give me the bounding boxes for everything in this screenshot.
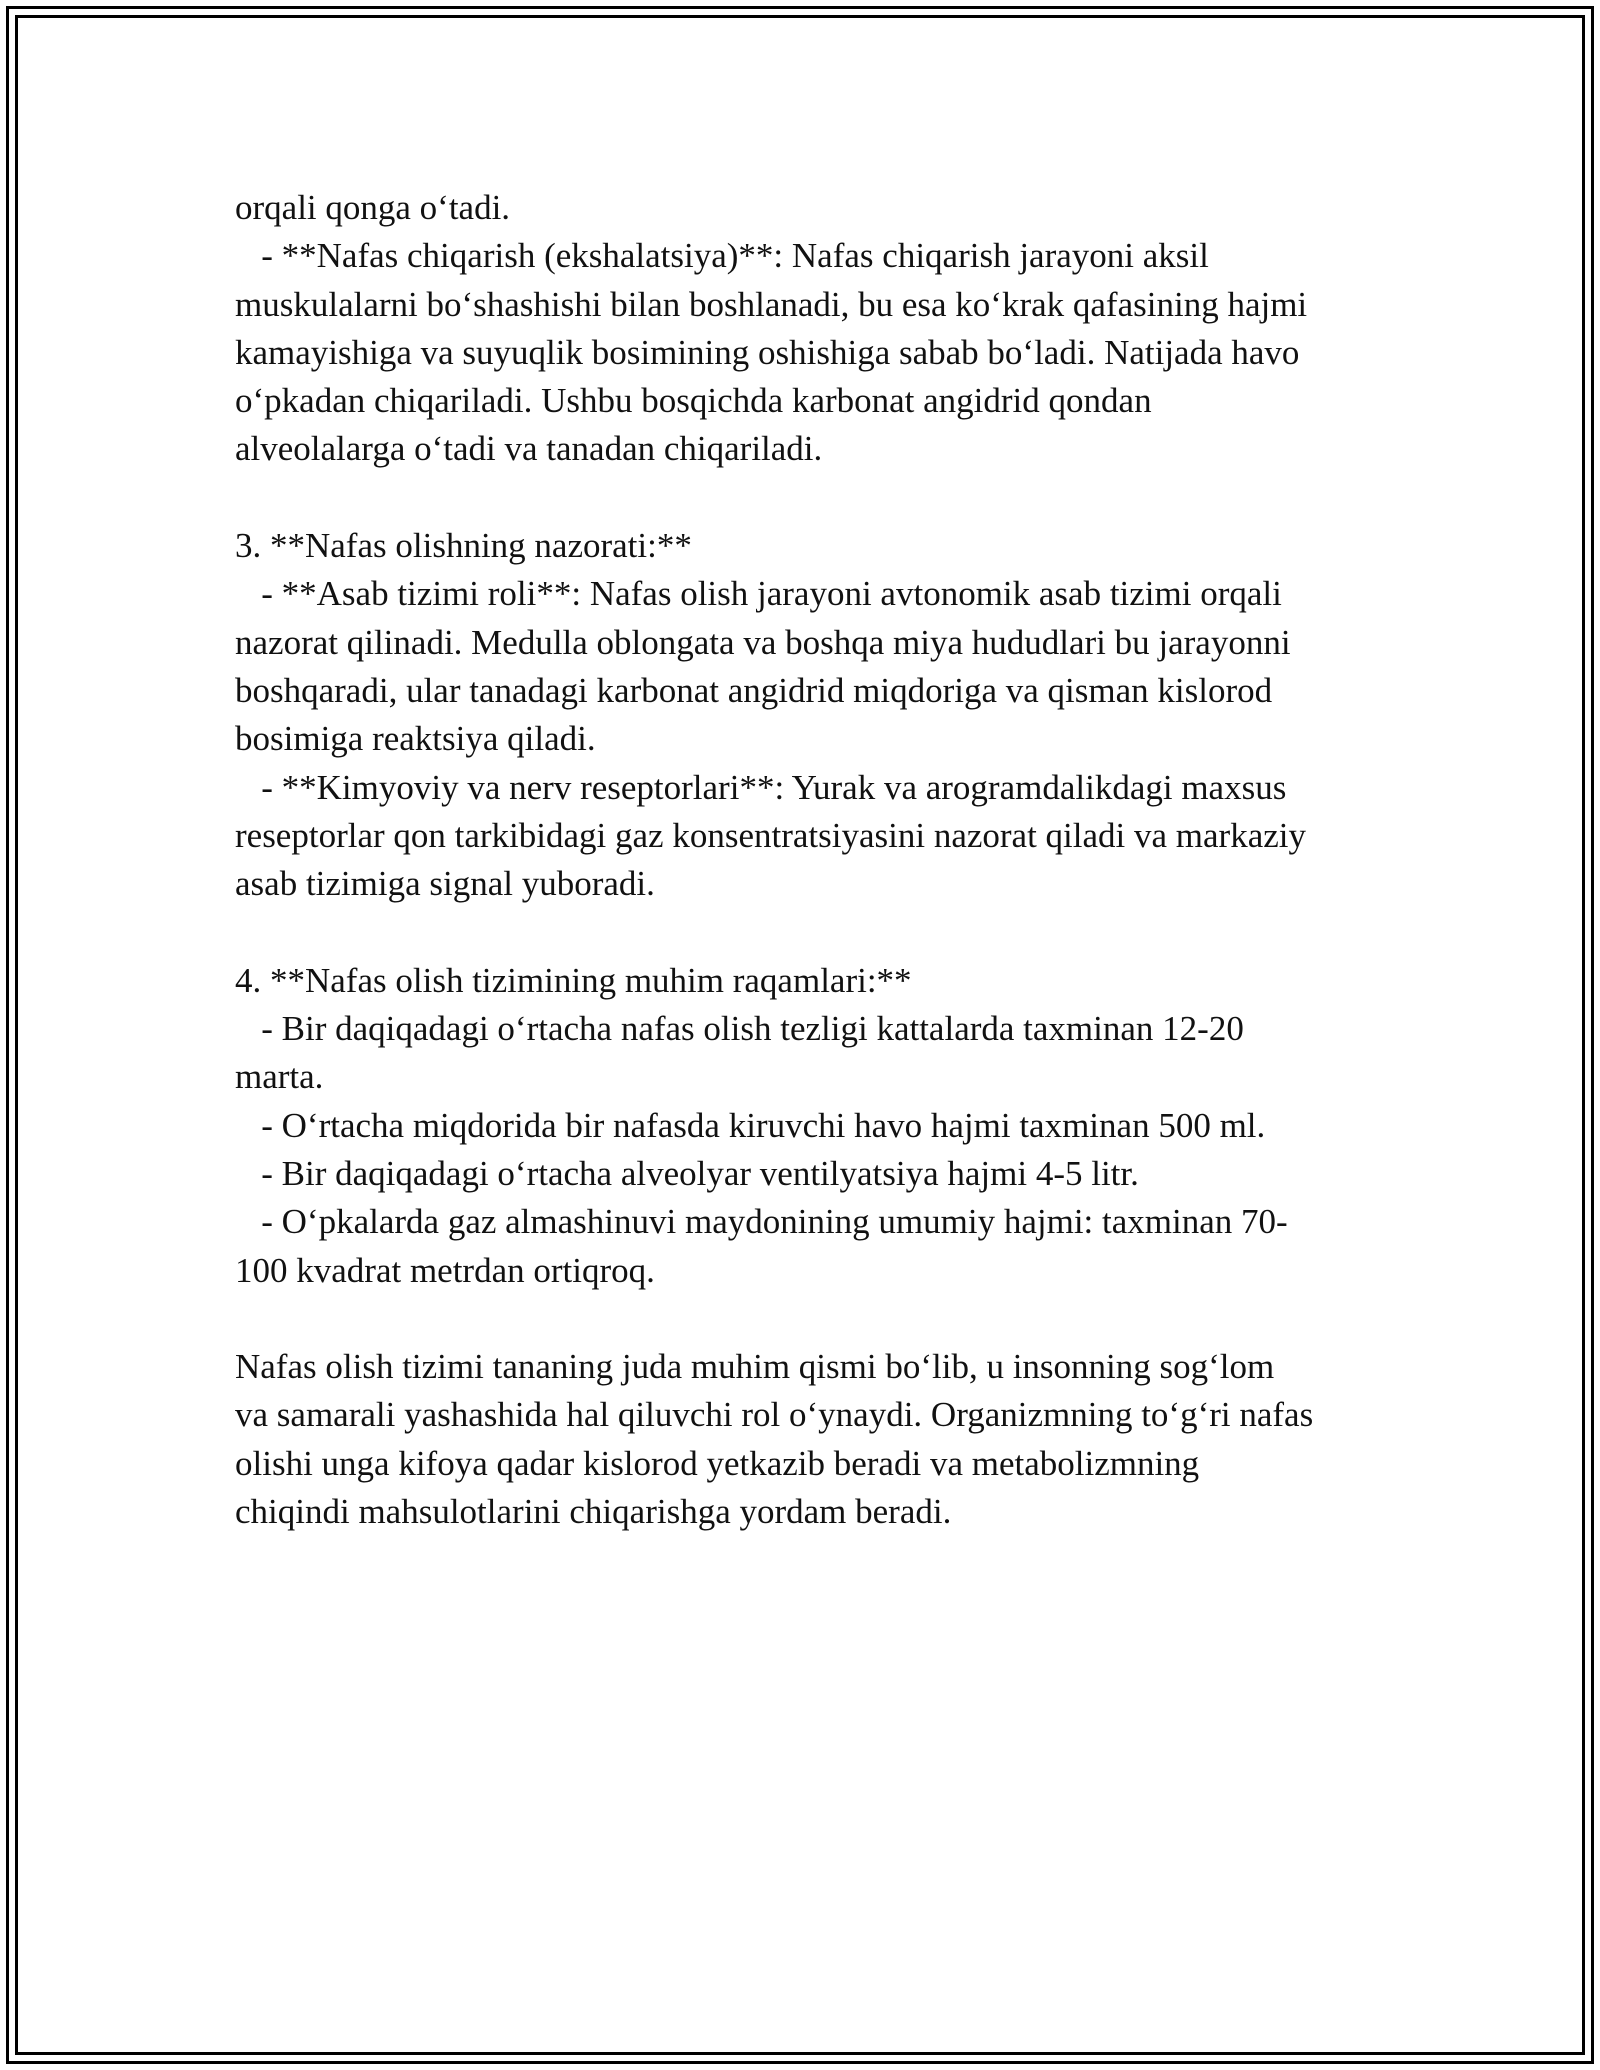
text-line: - **Nafas chiqarish (ekshalatsiya)**: Nafas chiqarish jarayoni aksil (235, 236, 1209, 276)
text-line: nazorat qilinadi. Medulla oblongata va boshqa miya hududlari bu jarayonni (235, 622, 1291, 662)
text-line: chiqindi mahsulotlarini chiqarishga yordam beradi. (235, 1492, 952, 1532)
text-line: - Bir daqiqadagi o‘rtacha nafas olish tezligi kattalarda taxminan 12-20 (235, 1009, 1244, 1049)
text-line: va samarali yashashida hal qiluvchi rol o‘ynaydi. Organizmning to‘g‘ri nafas (235, 1395, 1314, 1435)
text-line: - Bir daqiqadagi o‘rtacha alveolyar ventilyatsiya hajmi 4-5 litr. (235, 1153, 1139, 1193)
text-line: bosimiga reaktsiya qiladi. (235, 719, 596, 759)
text-line: Nafas olish tizimi tananing juda muhim qismi bo‘lib, u insonning sog‘lom (235, 1347, 1275, 1387)
section-heading: 3. **Nafas olishning nazorati:** (235, 526, 692, 566)
paragraph-gap (235, 908, 1370, 956)
text-line: reseptorlar qon tarkibidagi gaz konsentratsiyasini nazorat qiladi va markaziy (235, 815, 1307, 855)
text-line: orqali qonga o‘tadi. (235, 188, 511, 227)
text-line: marta. (235, 1057, 324, 1097)
text-line: - **Asab tizimi roli**: Nafas olish jarayoni avtonomik asab tizimi orqali (235, 574, 1282, 614)
text-line: - **Kimyoviy va nerv reseptorlari**: Yurak va arogramdalikdagi maxsus (235, 767, 1287, 807)
document-body (235, 184, 1370, 1536)
text-line: olishi unga kifoya qadar kislorod yetkazib beradi va metabolizmning (235, 1443, 1200, 1483)
text-line: o‘pkadan chiqariladi. Ushbu bosqichda karbonat angidrid qondan (235, 381, 1152, 421)
text-line: - O‘pkalarda gaz almashinuvi maydonining umumiy hajmi: taxminan 70- (235, 1202, 1288, 1242)
text-line: asab tizimiga signal yuboradi. (235, 864, 655, 904)
section-heading: 4. **Nafas olish tizimining muhim raqamlari:** (235, 960, 912, 1000)
paragraph-gap (235, 474, 1370, 522)
text-line: - O‘rtacha miqdorida bir nafasda kiruvchi havo hajmi taxminan 500 ml. (235, 1105, 1266, 1145)
text-line: 100 kvadrat metrdan ortiqroq. (235, 1250, 655, 1290)
text-line: boshqaradi, ular tanadagi karbonat angidrid miqdoriga va qisman kislorod (235, 670, 1273, 710)
text-line: muskulalarni bo‘shashishi bilan boshlanadi, bu esa ko‘krak qafasining hajmi (235, 284, 1308, 324)
paragraph-gap (235, 1295, 1370, 1343)
text-line: kamayishiga va suyuqlik bosimining oshishiga sabab bo‘ladi. Natijada havo (235, 332, 1300, 372)
text-line: alveolalarga o‘tadi va tanadan chiqariladi. (235, 429, 823, 469)
